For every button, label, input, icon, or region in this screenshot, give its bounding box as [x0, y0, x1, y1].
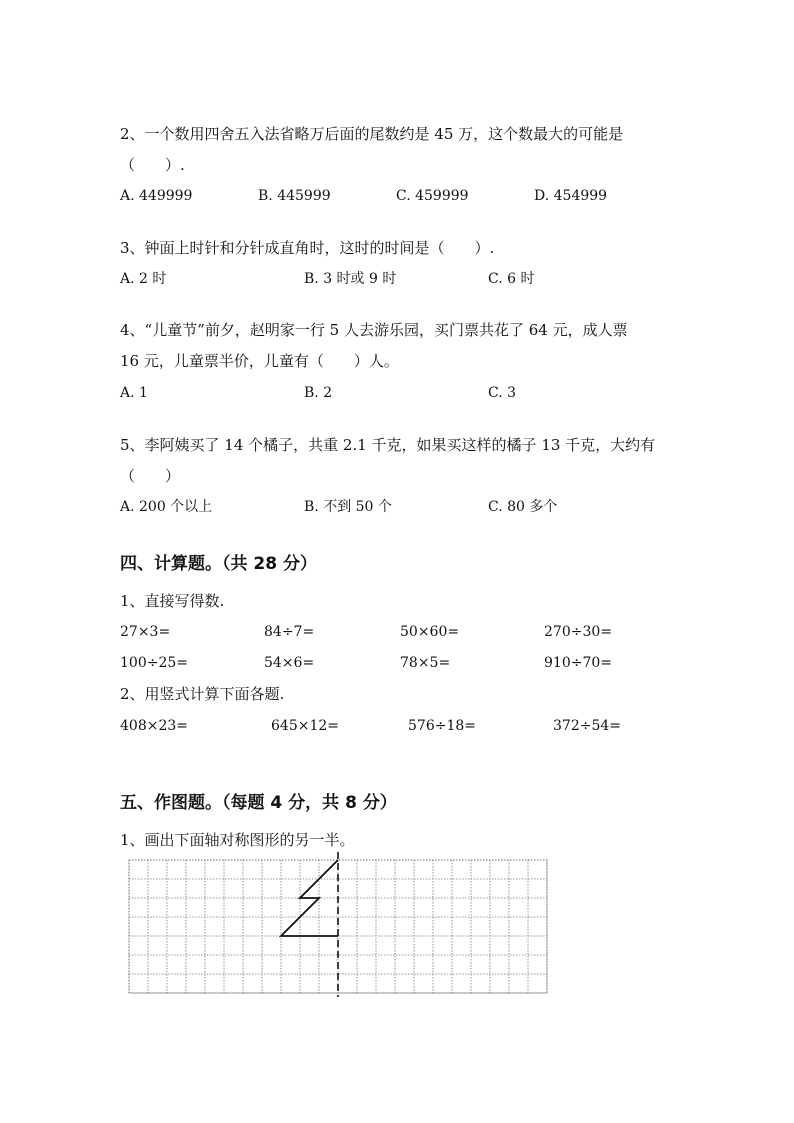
- q4-option-c: C. 3: [488, 385, 517, 401]
- calc-item: 270÷30=: [544, 624, 612, 640]
- q5-option-c: C. 80 多个: [488, 499, 558, 515]
- q5-line1: 5、李阿姨买了 14 个橘子，共重 2.1 千克，如果买这样的橘子 13 千克，大约有: [120, 436, 656, 454]
- q2-option-a: A. 449999: [120, 188, 193, 204]
- q2-option-d: D. 454999: [534, 188, 608, 204]
- half-figure-outline: [281, 860, 338, 936]
- q2-line1: 2、一个数用四舍五入法省略万后面的尾数约是 45 万，这个数最大的可能是: [120, 125, 624, 143]
- calc-item: 27×3=: [120, 624, 171, 640]
- calc-item: 408×23=: [120, 718, 188, 734]
- q5-option-b: B. 不到 50 个: [304, 499, 392, 515]
- section5-sub1: 1、画出下面轴对称图形的另一半。: [120, 831, 355, 849]
- calc-item: 54×6=: [264, 655, 315, 671]
- q2-line2: （ ）.: [120, 156, 185, 174]
- q5-line2: （ ）: [120, 467, 181, 485]
- q3-option-a: A. 2 时: [120, 271, 167, 287]
- calc-item: 50×60=: [400, 624, 460, 640]
- calc-item: 372÷54=: [553, 718, 621, 734]
- calc-item: 78×5=: [400, 655, 451, 671]
- q3-line1: 3、钟面上时针和分针成直角时，这时的时间是（ ）.: [120, 239, 495, 257]
- q2-option-b: B. 445999: [258, 188, 331, 204]
- q5-option-a: A. 200 个以上: [120, 499, 213, 515]
- q4-line1: 4、“儿童节”前夕，赵明家一行 5 人去游乐园，买门票共花了 64 元，成人票: [120, 321, 628, 339]
- section4-sub2: 2、用竖式计算下面各题.: [120, 685, 285, 703]
- section4-sub1: 1、直接写得数.: [120, 592, 225, 610]
- q3-option-c: C. 6 时: [488, 271, 535, 287]
- calc-item: 576÷18=: [408, 718, 476, 734]
- section5-heading: 五、作图题。（每题 4 分，共 8 分）: [120, 793, 397, 813]
- calc-item: 645×12=: [271, 718, 339, 734]
- q3-option-b: B. 3 时或 9 时: [304, 271, 397, 287]
- section4-heading: 四、计算题。（共 28 分）: [120, 554, 317, 574]
- q2-option-c: C. 459999: [396, 188, 469, 204]
- calc-item: 910÷70=: [544, 655, 612, 671]
- calc-item: 84÷7=: [264, 624, 315, 640]
- q4-option-b: B. 2: [304, 385, 333, 401]
- calc-item: 100÷25=: [120, 655, 188, 671]
- q4-line2: 16 元，儿童票半价，儿童有（ ）人。: [120, 352, 399, 370]
- q4-option-a: A. 1: [120, 385, 148, 401]
